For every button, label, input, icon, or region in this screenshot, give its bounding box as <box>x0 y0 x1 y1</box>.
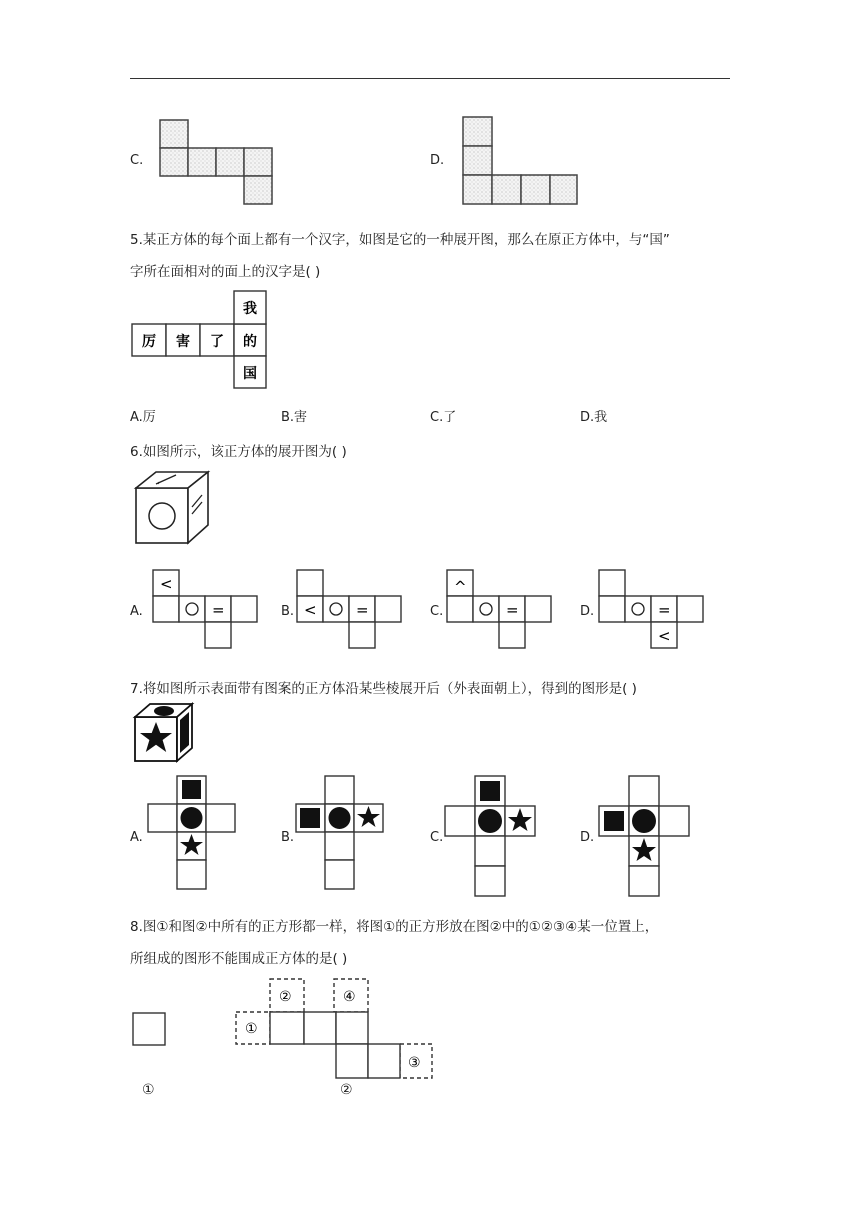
q7-option-a-label: A. <box>130 830 143 845</box>
slot-mark-2: ② <box>279 989 292 1005</box>
circle-mark-icon <box>181 807 203 829</box>
square-mark-icon <box>182 780 201 799</box>
q6-option-d-net <box>597 570 707 652</box>
q6-option-a-label: A. <box>130 604 143 619</box>
q7-option-d-net <box>598 775 690 899</box>
q5-cube-net <box>132 291 272 391</box>
square-mark-icon <box>480 781 500 801</box>
q5-stem-line1: 5.某正方体的每个面上都有一个汉字，如图是它的一种展开图，那么在原正方体中，与“国” <box>130 232 670 248</box>
q7-option-c-label: C. <box>430 830 444 845</box>
net-char-de: 的 <box>243 334 257 350</box>
circle-mark-icon <box>154 706 174 716</box>
q8-figure2-net <box>234 978 434 1082</box>
q8-figure2-label: ② <box>340 1082 353 1098</box>
q7-cube-figure <box>134 703 196 763</box>
q7-stem: 7.将如图所示表面带有图案的正方体沿某些棱展开后（外表面朝上），得到的图形是( ) <box>130 681 637 697</box>
q7-option-d-label: D. <box>580 830 595 845</box>
q5-option-b: B.害 <box>281 410 308 425</box>
slot-mark-4: ④ <box>343 989 356 1005</box>
q4-option-c-label: C. <box>130 153 144 168</box>
lt-symbol: < <box>304 601 317 619</box>
eq-symbol: = <box>356 601 369 619</box>
slot-mark-1: ① <box>245 1021 258 1037</box>
q5-stem-line2: 字所在面相对的面上的汉字是( ) <box>130 264 321 280</box>
q6-option-d-label: D. <box>580 604 595 619</box>
net-char-wo: 我 <box>243 301 257 317</box>
q6-option-c-net <box>445 570 555 652</box>
q7-option-c-net <box>444 775 536 899</box>
eq-symbol: = <box>212 601 225 619</box>
q8-stem-line2: 所组成的图形不能围成正方体的是( ) <box>130 951 348 967</box>
q5-option-d: D.我 <box>580 410 608 425</box>
q6-option-a-net <box>151 570 261 652</box>
q7-option-b-net <box>295 775 387 893</box>
q6-option-b-label: B. <box>281 604 295 619</box>
q4-option-c-net <box>158 118 278 208</box>
q6-option-c-label: C. <box>430 604 444 619</box>
q6-cube-figure <box>134 470 214 546</box>
q8-stem-line1: 8.图①和图②中所有的正方形都一样，将图①的正方形放在图②中的①②③④某一位置上， <box>130 919 659 935</box>
eq-symbol: = <box>506 601 519 619</box>
slot-mark-3: ③ <box>408 1055 421 1071</box>
q8-figure1-square <box>132 1012 168 1048</box>
circle-mark-icon <box>632 809 656 833</box>
q4-option-d-label: D. <box>430 153 445 168</box>
lt-symbol: < <box>160 575 173 593</box>
q5-option-c: C.了 <box>430 410 457 425</box>
caret-symbol: ^ <box>454 578 467 596</box>
q7-option-b-label: B. <box>281 830 295 845</box>
net-char-li: 厉 <box>142 334 156 350</box>
net-char-guo: 国 <box>243 366 257 382</box>
eq-symbol: = <box>658 601 671 619</box>
circle-mark-icon <box>478 809 502 833</box>
q5-option-a: A.厉 <box>130 410 156 425</box>
q8-figure1-label: ① <box>142 1082 155 1098</box>
net-char-le: 了 <box>210 334 224 350</box>
header-rule <box>130 78 730 79</box>
q6-stem: 6.如图所示，该正方体的展开图为( ) <box>130 444 347 460</box>
q4-option-d-net <box>461 115 581 207</box>
circle-mark-icon <box>329 807 351 829</box>
square-mark-icon <box>604 811 624 831</box>
q6-option-b-net <box>295 570 405 652</box>
square-mark-icon <box>300 808 320 828</box>
net-char-hai: 害 <box>176 334 190 350</box>
q7-option-a-net <box>147 775 239 893</box>
lt-symbol: < <box>658 627 671 645</box>
